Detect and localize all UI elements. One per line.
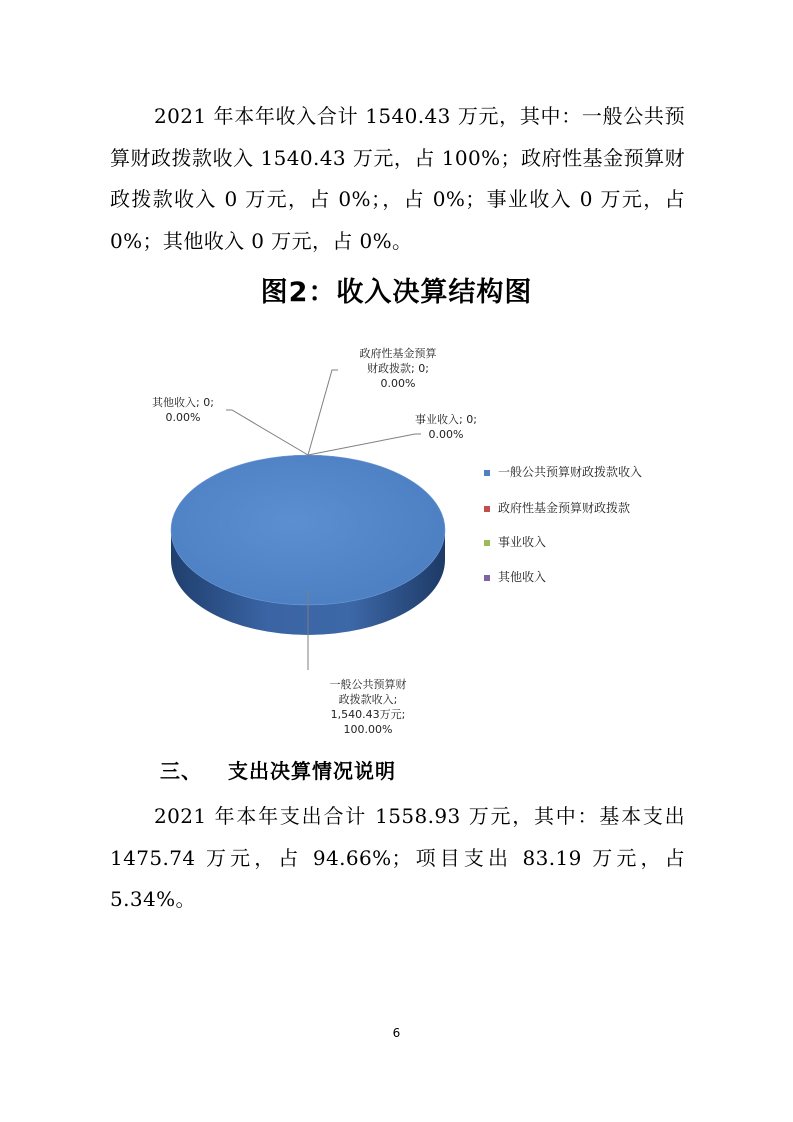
leader-line-3: [308, 434, 421, 455]
pie-slice-1: [171, 455, 445, 605]
legend-swatch-1: [484, 470, 490, 476]
data-label-2-line-1: 政府性基金预算: [359, 347, 437, 360]
expenditure-paragraph: [110, 796, 685, 921]
data-label-4-line-1: 其他收入; 0;: [152, 396, 214, 409]
data-label-1-line-4: 100.00%: [343, 723, 393, 736]
expenditure-paragraph-text: 2021 年本年支出合计 1558.93 万元，其中：基本支出 1475.74 万元，占 94.66%；项目支出 83.19 万元，占 5.34%。: [110, 804, 685, 911]
legend-swatch-4: [484, 575, 490, 581]
section-heading: [160, 755, 396, 784]
section-title: 支出决算情况说明: [228, 759, 396, 783]
data-label-2-line-3: 0.00%: [380, 377, 416, 390]
data-label-4-line-2: 0.00%: [165, 411, 201, 424]
legend-label-4: 其他收入: [498, 570, 547, 584]
income-structure-pie-chart: [0, 330, 793, 750]
legend-label-3: 事业收入: [498, 535, 547, 549]
legend-swatch-3: [484, 540, 490, 546]
data-label-1-line-1: 一般公共预算财: [329, 678, 407, 691]
legend-label-2: 政府性基金预算财政拨款: [498, 501, 631, 515]
leader-line-4: [226, 410, 308, 455]
leader-line-2: [308, 370, 338, 455]
data-label-1-line-3: 1,540.43万元;: [330, 708, 406, 721]
income-paragraph-text: 2021 年本年收入合计 1540.43 万元，其中：一般公共预算财政拨款收入 1540.43 万元，占 100%；政府性基金预算财政拨款收入 0 万元，占 0%；，占 0%；事业收入 0 万元，占 0%；其他收入 0 万元，占 0%。: [110, 104, 685, 253]
section-number: 三、: [160, 759, 202, 783]
data-label-2-line-2: 财政拨款; 0;: [367, 362, 429, 375]
chart-title: 图2：收入决算结构图: [260, 277, 533, 308]
data-label-1-line-2: 政拨款收入;: [338, 693, 398, 706]
data-label-3-line-2: 0.00%: [428, 428, 464, 441]
page-number: 6: [392, 1026, 401, 1040]
legend-swatch-2: [484, 506, 490, 512]
legend-label-1: 一般公共预算财政拨款收入: [498, 465, 643, 479]
data-label-3-line-1: 事业收入; 0;: [415, 413, 477, 426]
income-paragraph: [110, 96, 685, 262]
